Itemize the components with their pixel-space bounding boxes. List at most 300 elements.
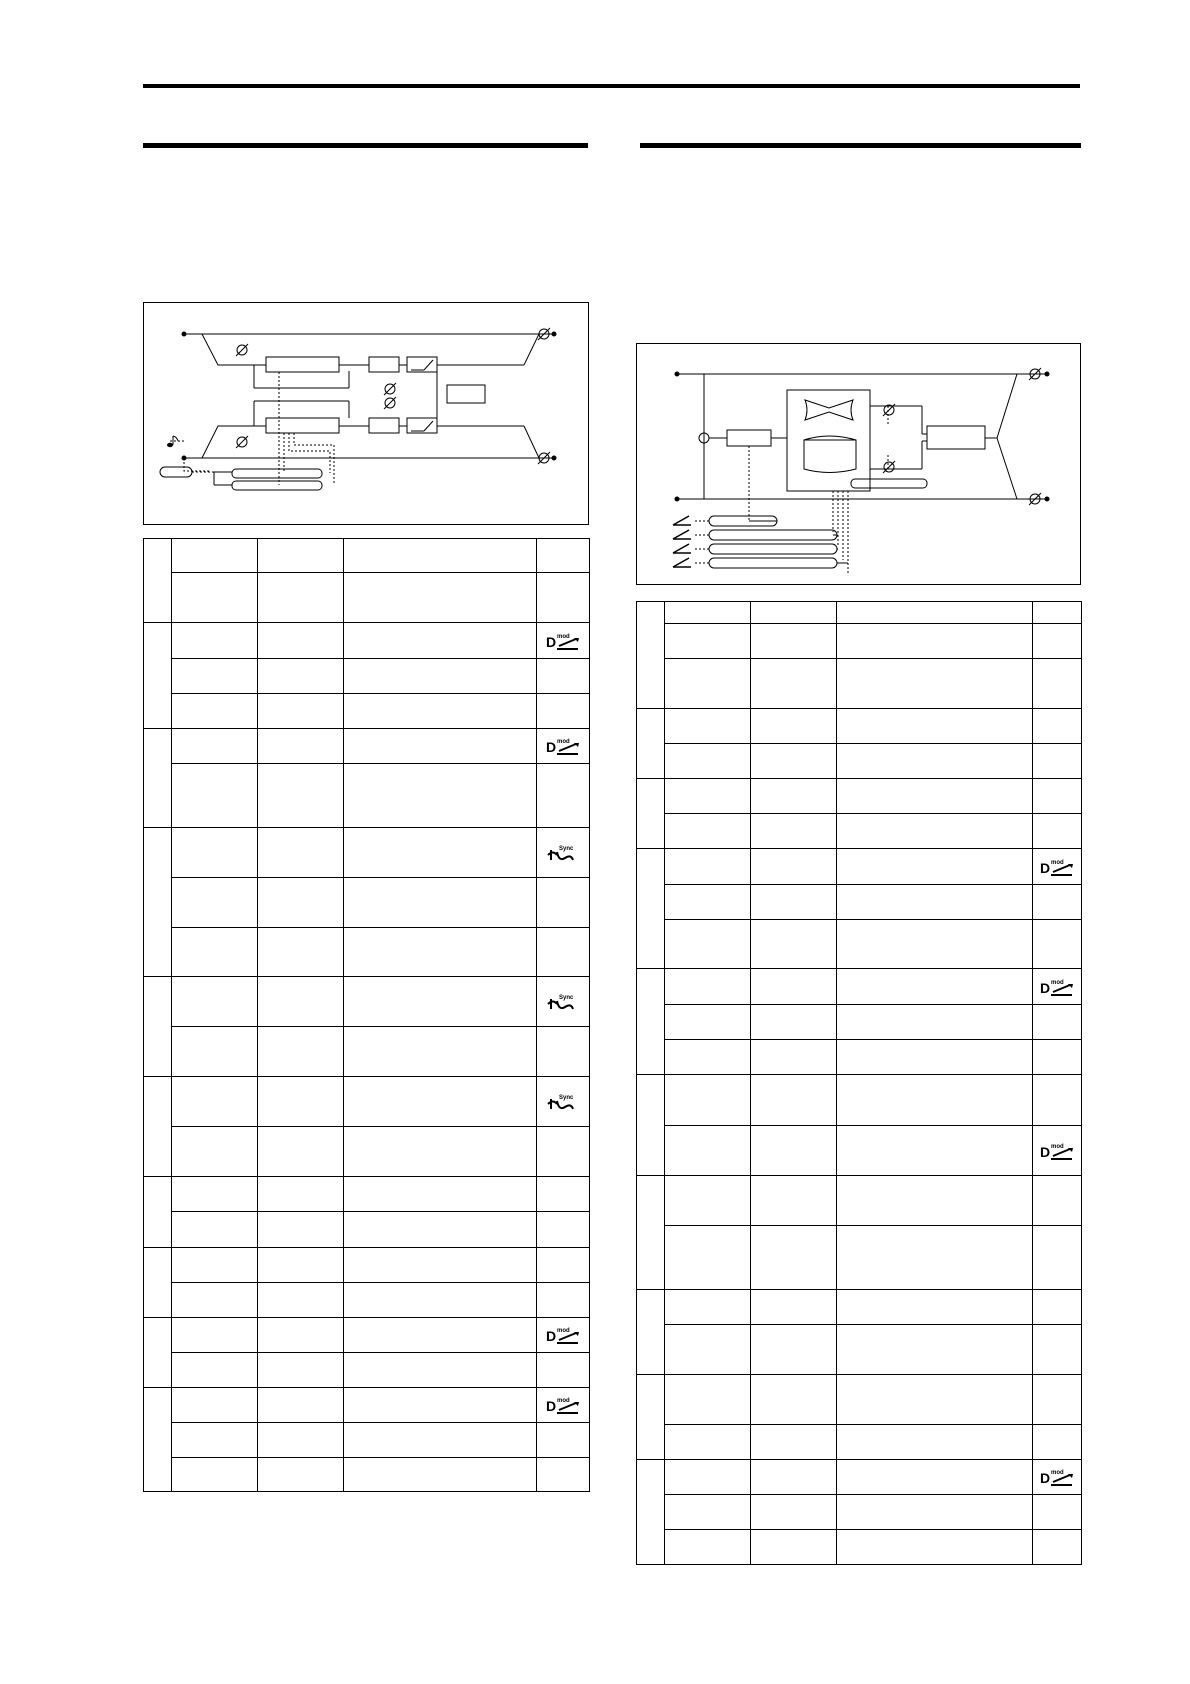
- value-range-cell: [258, 623, 344, 659]
- left-table-row: [144, 539, 590, 573]
- value-range-cell: [751, 779, 837, 814]
- parameter-name-cell: [172, 1077, 258, 1127]
- value-range-cell: [751, 1126, 837, 1176]
- modulation-icon-cell: [1033, 744, 1082, 779]
- dmod-icon: [1039, 1140, 1075, 1162]
- parameter-name-cell: [665, 849, 751, 885]
- value-range-cell: [751, 744, 837, 779]
- value-range-cell: [258, 1127, 344, 1177]
- group-number-cell: [144, 1177, 172, 1248]
- description-cell: [837, 1375, 1033, 1425]
- right-section-title: [640, 152, 1081, 172]
- parameter-name-cell: [172, 828, 258, 878]
- right-table-row: [637, 1176, 1082, 1226]
- parameter-name-cell: [172, 1388, 258, 1423]
- dmod-icon-wrap: [1033, 1140, 1081, 1162]
- right-table-row: [637, 1040, 1082, 1075]
- svg-text:D: D: [1040, 979, 1051, 996]
- right-section-header-rule: [640, 143, 1081, 148]
- left-table-row: [144, 928, 590, 977]
- group-number-cell: [637, 1375, 665, 1460]
- left-table-row: [144, 1388, 590, 1423]
- left-table-row: [144, 1423, 590, 1458]
- svg-text:mod: mod: [1051, 859, 1064, 866]
- description-cell: [837, 744, 1033, 779]
- mixer-block: [447, 385, 485, 403]
- description-cell: [837, 969, 1033, 1005]
- controller-icon: [673, 530, 689, 539]
- dmod-icon: [1039, 856, 1075, 878]
- mod-param-bar-1: [232, 469, 322, 478]
- modulation-icon-cell: [1033, 814, 1082, 849]
- modulation-icon-cell: [537, 1283, 590, 1318]
- description-cell: [837, 1040, 1033, 1075]
- value-range-cell: [751, 1325, 837, 1375]
- modulation-icon-cell: [1033, 1495, 1082, 1530]
- modulation-icon-cell: [537, 1027, 590, 1077]
- modulation-icon-cell: [1033, 1005, 1082, 1040]
- value-range-cell: [258, 573, 344, 623]
- modulation-icon-cell: [537, 1248, 590, 1283]
- parameter-name-cell: [665, 1425, 751, 1460]
- right-table-row: [637, 1005, 1082, 1040]
- modulation-icon-cell: [537, 1212, 590, 1248]
- description-cell: [344, 573, 537, 623]
- parameter-name-cell: [172, 1458, 258, 1492]
- left-table-row: [144, 1077, 590, 1127]
- parameter-name-cell: [172, 659, 258, 694]
- parameter-name-cell: [665, 1075, 751, 1126]
- group-number-cell: [637, 1460, 665, 1565]
- input-node-l: [182, 332, 186, 336]
- value-range-cell: [258, 1458, 344, 1492]
- svg-text:D: D: [1040, 859, 1051, 876]
- modulation-icon-cell: [537, 1423, 590, 1458]
- pre-block: [727, 430, 771, 446]
- left-table-row: [144, 764, 590, 828]
- value-range-cell: [258, 928, 344, 977]
- group-number-cell: [637, 602, 665, 709]
- parameter-name-cell: [172, 1283, 258, 1318]
- value-range-cell: [751, 1460, 837, 1495]
- sync-icon-wrap: [537, 842, 589, 864]
- parameter-name-cell: [172, 928, 258, 977]
- left-table-row: [144, 1248, 590, 1283]
- modulation-icon-cell: [537, 878, 590, 928]
- left-section-description: [143, 180, 588, 290]
- right-table-row: [637, 1375, 1082, 1425]
- right-table-row: [637, 1495, 1082, 1530]
- parameter-name-cell: [172, 1318, 258, 1353]
- modulation-icon-cell: [1033, 659, 1082, 709]
- value-range-cell: [258, 694, 344, 729]
- left-section-header-rule: [143, 143, 588, 148]
- output-node-l: [552, 332, 556, 336]
- modulation-icon-cell: [1033, 1290, 1082, 1325]
- value-range-cell: [258, 1283, 344, 1318]
- description-cell: [837, 602, 1033, 624]
- value-range-cell: [751, 1530, 837, 1565]
- group-number-cell: [637, 1290, 665, 1375]
- parameter-name-cell: [665, 969, 751, 1005]
- output-node-r: [552, 456, 556, 460]
- dmod-icon: [545, 630, 581, 652]
- right-table-row: [637, 885, 1082, 920]
- right-table-row: [637, 1226, 1082, 1290]
- left-table-row: [144, 1177, 590, 1212]
- svg-text:Sync: Sync: [559, 1094, 574, 1101]
- modulation-icon-cell: [537, 1077, 590, 1127]
- modulation-icon-cell: [1033, 1325, 1082, 1375]
- value-range-cell: [751, 1005, 837, 1040]
- value-range-cell: [751, 602, 837, 624]
- description-cell: [837, 624, 1033, 659]
- drum-shape: [804, 436, 856, 473]
- description-cell: [344, 659, 537, 694]
- svg-text:mod: mod: [557, 739, 570, 745]
- modulation-icon-cell: [537, 828, 590, 878]
- svg-text:D: D: [1040, 1470, 1051, 1486]
- description-cell: [837, 1226, 1033, 1290]
- upper-eq-block: [369, 357, 399, 372]
- dmod-icon: [545, 735, 581, 757]
- svg-text:Sync: Sync: [559, 845, 574, 852]
- left-table-row: [144, 977, 590, 1027]
- dmod-icon-wrap: [1033, 856, 1081, 878]
- value-range-cell: [258, 878, 344, 928]
- modulation-icon-cell: [1033, 779, 1082, 814]
- modulation-icon-cell: [537, 694, 590, 729]
- source-pill: [160, 467, 192, 477]
- sync-icon: [545, 842, 581, 864]
- modulation-icon-cell: [537, 928, 590, 977]
- controller-icon: [673, 516, 689, 525]
- description-cell: [344, 1027, 537, 1077]
- value-range-cell: [751, 624, 837, 659]
- sync-icon-wrap: [537, 1091, 589, 1113]
- group-number-cell: [144, 623, 172, 729]
- modulation-icon-cell: [537, 1353, 590, 1388]
- modulation-icon-cell: [1033, 849, 1082, 885]
- value-range-cell: [258, 729, 344, 764]
- mod-bar-r3: [709, 544, 837, 554]
- left-table-row: [144, 623, 590, 659]
- group-number-cell: [144, 539, 172, 623]
- group-number-cell: [637, 709, 665, 779]
- description-cell: [837, 920, 1033, 969]
- right-table-row: [637, 624, 1082, 659]
- value-range-cell: [258, 659, 344, 694]
- right-table-row: [637, 920, 1082, 969]
- modulation-icon-cell: [1033, 1040, 1082, 1075]
- right-table-row: [637, 1075, 1082, 1126]
- horn-shape: [805, 400, 853, 420]
- parameter-name-cell: [665, 659, 751, 709]
- description-cell: [837, 1075, 1033, 1126]
- dmod-icon-wrap: [1033, 976, 1081, 998]
- value-range-cell: [751, 814, 837, 849]
- modulation-icon-cell: [537, 623, 590, 659]
- dmod-icon-wrap: [1033, 1466, 1081, 1488]
- modulation-icon-cell: [1033, 1226, 1082, 1290]
- description-cell: [344, 878, 537, 928]
- description-cell: [344, 828, 537, 878]
- lower-return-line: [524, 426, 539, 458]
- svg-text:mod: mod: [1051, 1143, 1064, 1150]
- parameter-name-cell: [665, 1040, 751, 1075]
- upper-delay-block: [266, 357, 339, 372]
- right-diagram-svg: [637, 344, 1082, 586]
- value-range-cell: [751, 709, 837, 744]
- value-range-cell: [751, 1176, 837, 1226]
- value-range-cell: [751, 659, 837, 709]
- parameter-name-cell: [172, 1353, 258, 1388]
- dmod-icon-wrap: [537, 1324, 589, 1346]
- controller-icon: [673, 544, 689, 553]
- parameter-name-cell: [665, 1176, 751, 1226]
- description-cell: [837, 1126, 1033, 1176]
- description-cell: [344, 1127, 537, 1177]
- description-cell: [344, 1177, 537, 1212]
- left-table-row: [144, 828, 590, 878]
- description-cell: [837, 1495, 1033, 1530]
- value-range-cell: [751, 885, 837, 920]
- modulation-icon-cell: [1033, 1375, 1082, 1425]
- value-range-cell: [751, 1226, 837, 1290]
- sync-icon-wrap: [537, 991, 589, 1013]
- description-cell: [344, 1388, 537, 1423]
- parameter-name-cell: [665, 602, 751, 624]
- group-number-cell: [637, 969, 665, 1075]
- svg-text:mod: mod: [557, 633, 570, 640]
- description-cell: [837, 1325, 1033, 1375]
- right-table-row: [637, 1530, 1082, 1565]
- modulation-icon-cell: [1033, 1460, 1082, 1495]
- modulation-icon-cell: [537, 573, 590, 623]
- right-table-row: [637, 602, 1082, 624]
- svg-text:D: D: [1040, 1143, 1051, 1160]
- right-table-row: [637, 709, 1082, 744]
- description-cell: [837, 709, 1033, 744]
- modulation-icon-cell: [1033, 624, 1082, 659]
- description-cell: [344, 1353, 537, 1388]
- description-cell: [837, 885, 1033, 920]
- right-table-row: [637, 1290, 1082, 1325]
- group-number-cell: [144, 1388, 172, 1492]
- parameter-name-cell: [172, 1248, 258, 1283]
- svg-text:D: D: [546, 739, 557, 755]
- value-range-cell: [258, 1423, 344, 1458]
- value-range-cell: [258, 1027, 344, 1077]
- modulation-icon-cell: [1033, 1425, 1082, 1460]
- left-table-row: [144, 1458, 590, 1492]
- group-number-cell: [144, 1077, 172, 1177]
- parameter-name-cell: [172, 1212, 258, 1248]
- value-range-cell: [258, 1388, 344, 1423]
- description-cell: [344, 539, 537, 573]
- value-range-cell: [751, 1375, 837, 1425]
- group-number-cell: [637, 779, 665, 849]
- right-table-row: [637, 1425, 1082, 1460]
- value-range-cell: [258, 828, 344, 878]
- mod-bar-r4: [709, 558, 837, 568]
- description-cell: [344, 1423, 537, 1458]
- controller-icons: [673, 516, 691, 567]
- modulation-icon-cell: [1033, 969, 1082, 1005]
- left-table-row: [144, 1027, 590, 1077]
- value-range-cell: [258, 977, 344, 1027]
- modulation-icon-cell: [537, 1177, 590, 1212]
- parameter-name-cell: [172, 573, 258, 623]
- parameter-name-cell: [665, 1495, 751, 1530]
- left-table-row: [144, 1212, 590, 1248]
- value-range-cell: [751, 1075, 837, 1126]
- parameter-name-cell: [665, 1325, 751, 1375]
- parameter-name-cell: [172, 1027, 258, 1077]
- sync-icon: [545, 991, 581, 1013]
- modulation-icon-cell: [537, 764, 590, 828]
- right-table-row: [637, 1126, 1082, 1176]
- value-range-cell: [751, 1040, 837, 1075]
- description-cell: [837, 849, 1033, 885]
- dmod-icon: [545, 1324, 581, 1346]
- left-parameter-table: [143, 538, 590, 1492]
- description-cell: [344, 1318, 537, 1353]
- description-cell: [837, 1425, 1033, 1460]
- lower-send-line: [202, 426, 244, 458]
- parameter-name-cell: [172, 623, 258, 659]
- description-cell: [344, 1458, 537, 1492]
- parameter-name-cell: [172, 878, 258, 928]
- value-range-cell: [258, 1212, 344, 1248]
- parameter-name-cell: [172, 1423, 258, 1458]
- value-range-cell: [751, 920, 837, 969]
- parameter-name-cell: [172, 729, 258, 764]
- group-number-cell: [144, 828, 172, 977]
- group-number-cell: [144, 1248, 172, 1318]
- mic-mix-block: [927, 426, 985, 449]
- group-number-cell: [637, 1075, 665, 1176]
- right-block-diagram: [636, 343, 1081, 585]
- lower-delay-block: [266, 418, 339, 433]
- parameter-name-cell: [172, 764, 258, 828]
- modulation-icon-cell: [537, 1458, 590, 1492]
- parameter-name-cell: [665, 1460, 751, 1495]
- right-parameter-table: [636, 601, 1082, 1565]
- description-cell: [837, 1005, 1033, 1040]
- description-cell: [344, 764, 537, 828]
- left-table-row: [144, 1283, 590, 1318]
- value-range-cell: [751, 969, 837, 1005]
- description-cell: [837, 779, 1033, 814]
- parameter-name-cell: [665, 624, 751, 659]
- parameter-name-cell: [665, 709, 751, 744]
- value-range-cell: [258, 1177, 344, 1212]
- right-table-row: [637, 779, 1082, 814]
- group-number-cell: [637, 1176, 665, 1290]
- right-table-row: [637, 814, 1082, 849]
- sync-icon: [545, 1091, 581, 1113]
- svg-text:mod: mod: [1051, 1470, 1064, 1476]
- mod-bar-r2: [709, 530, 837, 540]
- group-number-cell: [144, 729, 172, 828]
- modulation-icon-cell: [537, 659, 590, 694]
- modulation-icon-cell: [537, 1318, 590, 1353]
- right-table-row: [637, 744, 1082, 779]
- modulation-icon-cell: [537, 539, 590, 573]
- parameter-name-cell: [172, 539, 258, 573]
- right-table-row: [637, 1460, 1082, 1495]
- left-table-row: [144, 1353, 590, 1388]
- description-cell: [344, 1077, 537, 1127]
- dmod-icon: [1039, 976, 1075, 998]
- modulation-icon-cell: [1033, 885, 1082, 920]
- parameter-name-cell: [665, 779, 751, 814]
- modulation-icon-cell: [1033, 1075, 1082, 1126]
- modulation-icon-cell: [1033, 1126, 1082, 1176]
- parameter-name-cell: [665, 1290, 751, 1325]
- left-block-diagram: [143, 302, 589, 525]
- left-table-row: [144, 1318, 590, 1353]
- parameter-name-cell: [665, 1226, 751, 1290]
- parameter-name-cell: [665, 1126, 751, 1176]
- left-diagram-svg: [144, 303, 590, 526]
- description-cell: [837, 1290, 1033, 1325]
- description-cell: [837, 1530, 1033, 1565]
- parameter-name-cell: [665, 1530, 751, 1565]
- right-table-row: [637, 969, 1082, 1005]
- description-cell: [344, 928, 537, 977]
- dmod-icon: [1039, 1466, 1075, 1488]
- description-cell: [837, 659, 1033, 709]
- parameter-name-cell: [172, 1177, 258, 1212]
- parameter-name-cell: [172, 694, 258, 729]
- left-table-row: [144, 1127, 590, 1177]
- modulation-icon-cell: [1033, 709, 1082, 744]
- description-cell: [344, 1248, 537, 1283]
- left-table-row: [144, 573, 590, 623]
- value-range-cell: [751, 1425, 837, 1460]
- upper-return-line: [524, 334, 539, 365]
- note-icon: [167, 436, 178, 447]
- parameter-name-cell: [665, 1005, 751, 1040]
- dmod-icon-wrap: [537, 1394, 589, 1416]
- description-cell: [837, 1176, 1033, 1226]
- speed-param-bar: [851, 479, 927, 488]
- modulation-icon-cell: [537, 977, 590, 1027]
- svg-text:mod: mod: [1051, 979, 1064, 986]
- right-table-row: [637, 1325, 1082, 1375]
- value-range-cell: [751, 1290, 837, 1325]
- description-cell: [344, 729, 537, 764]
- description-cell: [344, 623, 537, 659]
- left-table-row: [144, 878, 590, 928]
- value-range-cell: [258, 1248, 344, 1283]
- dmod-icon: [545, 1394, 581, 1416]
- left-table-row: [144, 659, 590, 694]
- group-number-cell: [144, 1318, 172, 1388]
- right-section-description: [640, 180, 1081, 330]
- left-table-row: [144, 729, 590, 764]
- parameter-name-cell: [665, 920, 751, 969]
- svg-text:D: D: [546, 1398, 557, 1414]
- modulation-icon-cell: [537, 1127, 590, 1177]
- description-cell: [344, 1212, 537, 1248]
- modulation-icon-cell: [537, 1388, 590, 1423]
- description-cell: [344, 694, 537, 729]
- value-range-cell: [258, 1318, 344, 1353]
- value-range-cell: [258, 539, 344, 573]
